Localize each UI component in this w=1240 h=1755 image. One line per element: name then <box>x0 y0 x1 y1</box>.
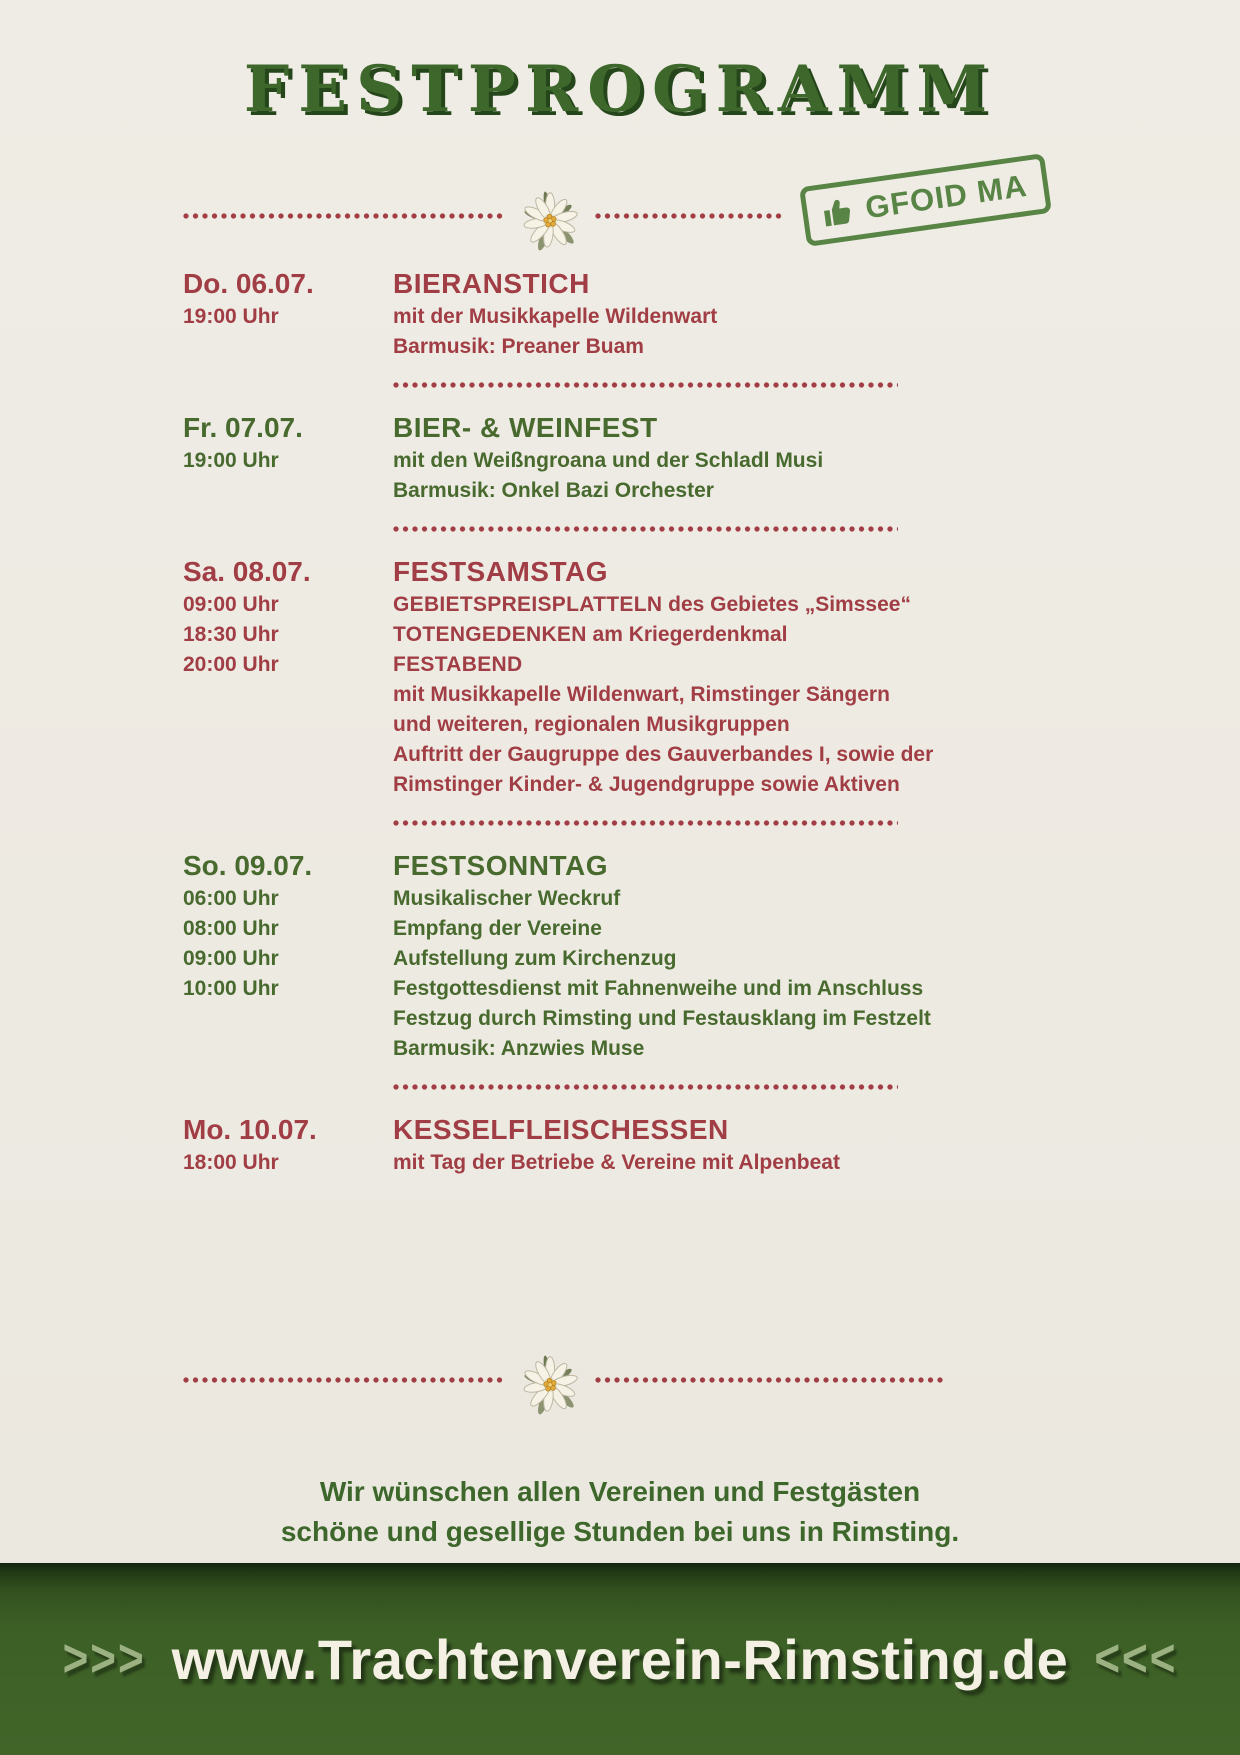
entry-time: 19:00 Uhr <box>183 449 279 472</box>
entry-date-column <box>183 1112 393 1178</box>
edelweiss-flower-icon <box>512 1342 588 1426</box>
dotted-separator <box>393 1084 898 1090</box>
entry-date: Sa. 08.07. <box>183 556 311 587</box>
entry-detail-line <box>393 650 1083 680</box>
entry-detail-column <box>393 848 1083 1064</box>
entry-time: 19:00 Uhr <box>183 305 279 328</box>
entry-date-column <box>183 266 393 362</box>
entry-time: 06:00 Uhr <box>183 887 279 910</box>
left-arrows-icon: >>> <box>62 1629 146 1688</box>
entry-detail-line: mit den Weißngroana und der Schladl Musi <box>393 449 824 472</box>
page-title: FESTPROGRAMM <box>243 52 997 127</box>
dotted-separator <box>393 820 898 826</box>
entry-detail-line: mit Tag der Betriebe & Vereine mit Alpenbeat <box>393 1151 840 1174</box>
top-divider <box>183 178 799 254</box>
gfoid-ma-stamp <box>799 153 1052 247</box>
entry-detail-lead: GEBIETSPREISPLATTELN <box>393 593 663 616</box>
entry-date-column <box>183 848 393 1064</box>
entry-detail-line: Barmusik: Anzwies Muse <box>393 1037 645 1060</box>
entry-time: 09:00 Uhr <box>183 593 279 616</box>
entry-detail-line: Barmusik: Onkel Bazi Orchester <box>393 479 714 502</box>
footer-bar <box>0 1563 1240 1755</box>
entry-time: 09:00 Uhr <box>183 947 279 970</box>
dotted-separator <box>393 382 898 388</box>
entry-detail-column <box>393 554 1083 800</box>
entry-time: 20:00 Uhr <box>183 653 279 676</box>
entry-detail-line: Barmusik: Preaner Buam <box>393 335 644 358</box>
program-entry <box>183 410 1083 506</box>
bottom-divider <box>183 1342 945 1418</box>
program-entry <box>183 554 1083 800</box>
entry-time: 10:00 Uhr <box>183 977 279 1000</box>
stamp-label: GFOID MA <box>863 167 1030 226</box>
entry-detail-column <box>393 266 1083 362</box>
entry-date: Mo. 10.07. <box>183 1114 317 1145</box>
entry-detail-column <box>393 1112 1083 1178</box>
entry-date: Do. 06.07. <box>183 268 314 299</box>
entry-detail-line: Empfang der Vereine <box>393 917 602 940</box>
entry-date: So. 09.07. <box>183 850 313 881</box>
entry-detail-line: Festgottesdienst mit Fahnenweihe und im Anschluss <box>393 977 924 1000</box>
entry-time: 18:30 Uhr <box>183 623 279 646</box>
entry-detail-line: TOTENGEDENKEN am Kriegerdenkmal <box>393 623 788 646</box>
entry-title: FESTSAMSTAG <box>393 556 608 587</box>
program-entry <box>183 1112 1083 1178</box>
entry-title: FESTSONNTAG <box>393 850 608 881</box>
entry-detail-line: Musikalischer Weckruf <box>393 887 621 910</box>
closing-message <box>0 1472 1240 1552</box>
entry-detail-lead: FESTABEND <box>393 653 523 676</box>
dotted-rule <box>183 1377 505 1383</box>
right-arrows-icon: <<< <box>1094 1629 1178 1688</box>
entry-detail-lead: TOTENGEDENKEN <box>393 623 587 646</box>
entry-detail-line: Rimstinger Kinder- & Jugendgruppe sowie Aktiven <box>393 773 900 796</box>
entry-detail-line: und weiteren, regionalen Musikgruppen <box>393 713 790 736</box>
edelweiss-flower-icon <box>512 178 588 262</box>
entry-date-column <box>183 554 393 800</box>
entry-title: BIERANSTICH <box>393 268 590 299</box>
entry-time: 18:00 Uhr <box>183 1151 279 1174</box>
dotted-separator <box>393 526 898 532</box>
entry-date: Fr. 07.07. <box>183 412 303 443</box>
entry-detail-line: mit Musikkapelle Wildenwart, Rimstinger Sängern <box>393 683 890 706</box>
program-schedule <box>183 266 1083 1178</box>
entry-time: 08:00 Uhr <box>183 917 279 940</box>
entry-detail-line: Auftritt der Gaugruppe des Gauverbandes I, sowie der <box>393 743 934 766</box>
entry-detail-line: GEBIETSPREISPLATTELN des Gebietes „Simssee“ <box>393 593 911 616</box>
entry-detail-line: Aufstellung zum Kirchenzug <box>393 947 677 970</box>
entry-date-column <box>183 410 393 506</box>
dotted-rule <box>183 213 505 219</box>
dotted-rule <box>595 1377 945 1383</box>
closing-line-2: schöne und gesellige Stunden bei uns in Rimsting. <box>280 1516 960 1547</box>
entry-detail-line: mit der Musikkapelle Wildenwart <box>393 305 718 328</box>
thumbs-up-icon <box>818 192 859 233</box>
closing-line-1: Wir wünschen allen Vereinen und Festgästen <box>319 1476 921 1507</box>
program-entry <box>183 848 1083 1064</box>
dotted-rule <box>595 213 785 219</box>
entry-title: KESSELFLEISCHESSEN <box>393 1114 729 1145</box>
program-entry <box>183 266 1083 362</box>
entry-detail-column <box>393 410 1083 506</box>
website-url: www.Trachtenverein-Rimsting.de <box>171 1627 1069 1691</box>
entry-title: BIER- & WEINFEST <box>393 412 658 443</box>
entry-detail-line: Festzug durch Rimsting und Festausklang im Festzelt <box>393 1007 931 1030</box>
